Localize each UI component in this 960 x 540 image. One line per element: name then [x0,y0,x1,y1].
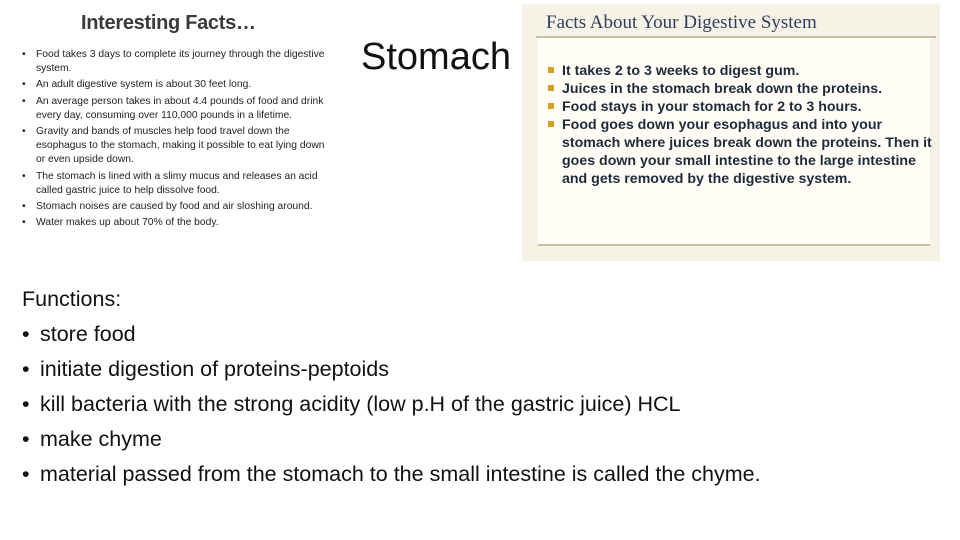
bullet-icon: • [22,427,30,451]
interesting-facts-image [14,8,338,276]
digestive-facts-title: Facts About Your Digestive System [546,12,817,33]
list-item: • The stomach is lined with a slimy mucus and releases an acid called gastric juice to help dissolve food. [22,170,318,196]
square-bullet-icon [548,121,554,127]
list-item: • Water makes up about 70% of the body. [20,216,332,230]
bullet-icon: • [22,170,26,182]
bullet-icon: • [22,217,26,229]
square-bullet-icon [548,67,554,73]
bullet-icon: • [22,357,30,381]
digestive-facts-header [536,8,936,38]
list-item: • An adult digestive system is about 30 feet long. [20,78,332,92]
square-bullet-icon [548,85,554,91]
functions-list [22,317,922,492]
digestive-facts-panel [538,38,930,246]
list-item: • An average person takes in about 4.4 pounds of food and drink every day, consuming over 110,000 pounds in a lifetime. [22,95,324,121]
bullet-icon: • [22,462,30,486]
square-bullet-icon [548,103,554,109]
bullet-icon: • [22,49,26,60]
list-item: • kill bacteria with the strong acidity (low p.H of the gastric juice) HCL [22,387,922,422]
list-item: Juices in the stomach break down the proteins. [548,80,934,98]
list-item: • make chyme [22,422,922,457]
list-item: • Stomach noises are caused by food and air sloshing around. [20,200,332,214]
list-item: Food goes down your esophagus and into your stomach where juices break down the proteins. Then it goes down your small intestine to the large intestine and gets removed by the digestive system. [548,116,934,188]
list-item: • Food takes 3 days to complete its journey through the digestive system. [22,49,325,75]
list-item: • Gravity and bands of muscles help food travel down the esophagus to the stomach, making it possible to eat lying down or even upside down. [22,126,325,166]
list-item: • initiate digestion of proteins-peptoids [22,352,922,387]
list-item: • store food [22,317,922,352]
bullet-icon: • [22,79,26,91]
bullet-icon: • [22,392,30,416]
interesting-facts-title: Interesting Facts… [81,12,256,34]
bullet-icon: • [22,201,26,213]
list-item: It takes 2 to 3 weeks to digest gum. [548,62,934,80]
functions-heading: Functions: [22,287,122,311]
bullet-icon: • [22,322,30,346]
list-item: Food stays in your stomach for 2 to 3 hours. [548,98,934,116]
digestive-facts-image [522,4,940,261]
bullet-icon: • [22,95,26,107]
list-item: • material passed from the stomach to the small intestine is called the chyme. [22,457,922,492]
interesting-facts-list [20,48,332,232]
page-title: Stomach [361,36,511,78]
bullet-icon: • [22,126,26,138]
functions-section [22,282,922,492]
digestive-facts-list [548,62,934,188]
